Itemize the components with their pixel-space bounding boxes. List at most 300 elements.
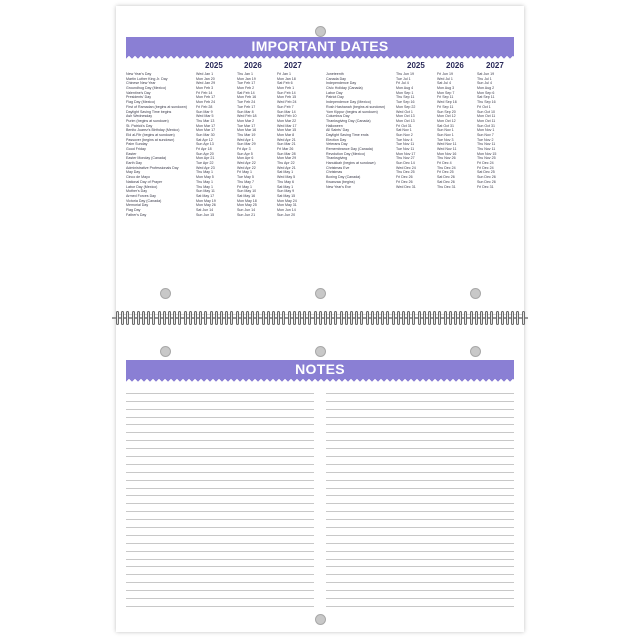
top-hole-left [160, 346, 171, 357]
spiral-coil [288, 311, 291, 325]
date-2027: Mon Sep 6 [477, 90, 495, 95]
note-line[interactable] [326, 504, 514, 512]
note-line[interactable] [126, 410, 314, 418]
date-2026: Wed Apr 1 [237, 137, 254, 142]
date-2025: Mon Apr 21 [196, 156, 215, 161]
date-2026: Tue Feb 17 [237, 81, 256, 86]
note-line[interactable] [126, 433, 314, 441]
holiday-name: First of Ramadan (begins at sundown) [126, 104, 187, 109]
date-2027: Fri Oct 1 [477, 104, 491, 109]
date-2026: Fri May 1 [237, 170, 252, 175]
date-2027: Sun Mar 14 [277, 109, 296, 114]
spiral-coil [225, 311, 228, 325]
holiday-name: Armed Forces Day [126, 193, 156, 198]
date-2025: Mon Jan 20 [196, 76, 215, 81]
date-2027: Sun Mar 21 [277, 142, 296, 147]
date-2027: Wed Feb 24 [277, 100, 297, 105]
date-2025: Sun Mar 30 [196, 132, 215, 137]
spiral-coil [298, 311, 301, 325]
holiday-name: Columbus Day [326, 114, 350, 119]
spiral-coil [506, 311, 509, 325]
date-2026: Sat Oct 31 [437, 123, 454, 128]
spiral-coil [376, 311, 379, 325]
date-2025: Sat Jun 14 [196, 207, 214, 212]
spiral-coil [449, 311, 452, 325]
holiday-name: Cinco de Mayo [126, 175, 150, 180]
note-line[interactable] [326, 386, 514, 394]
spiral-coil [423, 311, 426, 325]
note-line[interactable] [326, 465, 514, 473]
spiral-coil [194, 311, 197, 325]
spiral-coil [246, 311, 249, 325]
top-hole-right [470, 346, 481, 357]
spiral-coil [126, 311, 129, 325]
spiral-coil [371, 311, 374, 325]
date-2027: Sun Feb 14 [277, 90, 296, 95]
spiral-coil [199, 311, 202, 325]
note-line[interactable] [326, 481, 514, 489]
spiral-coil [132, 311, 135, 325]
date-2027: Sun May 9 [277, 189, 295, 194]
date-2027: Thu Nov 11 [477, 142, 496, 147]
note-line[interactable] [126, 449, 314, 457]
note-line[interactable] [326, 496, 514, 504]
note-line[interactable] [326, 441, 514, 449]
holiday-name: Yom Kippur (begins at sundown) [326, 109, 378, 114]
holiday-name: May Day [126, 170, 141, 175]
date-2027: Wed May 5 [277, 175, 296, 180]
spiral-coil [319, 311, 322, 325]
date-2026: Fri May 1 [237, 184, 252, 189]
date-2027: Sun Oct 31 [477, 123, 495, 128]
spiral-coil [137, 311, 140, 325]
note-line[interactable] [126, 473, 314, 481]
note-line[interactable] [326, 536, 514, 544]
date-2027: Sun Mar 28 [277, 151, 296, 156]
holiday-name: Kwanzaa (begins) [326, 179, 355, 184]
spiral-coil [334, 311, 337, 325]
holiday-name: New Year's Eve [326, 184, 352, 189]
date-2025: Tue Nov 11 [396, 142, 415, 147]
date-2025: Thu Nov 27 [396, 156, 415, 161]
spiral-coil [308, 311, 311, 325]
holiday-name: Martin Luther King Jr. Day [126, 76, 168, 81]
spiral-coil [516, 311, 519, 325]
date-2026: Tue Feb 17 [237, 104, 256, 109]
date-2025: Sun Dec 14 [396, 161, 415, 166]
holiday-name: Groundhog Day (Mexico) [126, 86, 167, 91]
date-2027: Fri Dec 31 [477, 184, 494, 189]
spiral-coil [314, 311, 317, 325]
date-2027: Wed Mar 17 [277, 123, 297, 128]
holiday-name: Father's Day [126, 212, 147, 217]
date-2025: Wed Mar 5 [196, 114, 214, 119]
note-line[interactable] [326, 402, 514, 410]
date-2026: Tue May 5 [237, 175, 254, 180]
date-2027: Wed Apr 21 [277, 165, 296, 170]
date-2025: Sat May 17 [196, 193, 215, 198]
date-2027: Mon Jan 18 [277, 76, 296, 81]
note-line[interactable] [326, 410, 514, 418]
date-2025: Fri Feb 14 [196, 90, 213, 95]
note-line[interactable] [126, 552, 314, 560]
date-2026: Tue Feb 24 [237, 100, 256, 105]
date-2025: Sun Apr 13 [196, 142, 214, 147]
date-2027: Fri Jan 1 [277, 72, 291, 76]
note-line[interactable] [326, 575, 514, 583]
spiral-coil [121, 311, 124, 325]
date-2026: Mon Oct 12 [437, 118, 456, 123]
date-2026: Mon Nov 16 [437, 151, 457, 156]
date-row [126, 213, 316, 218]
note-line[interactable] [126, 457, 314, 465]
date-2025: Mon Nov 17 [396, 151, 416, 156]
spiral-coil [470, 311, 473, 325]
spiral-coil [236, 311, 239, 325]
spiral-coil [147, 311, 150, 325]
note-line[interactable] [326, 473, 514, 481]
holiday-name: Revolution Day (Mexico) [326, 151, 366, 156]
holiday-name: Good Friday [126, 147, 146, 151]
holiday-name: Chinese New Year [126, 81, 156, 86]
spiral-coil [241, 311, 244, 325]
date-2027: Sat Jun 19 [477, 72, 495, 76]
note-line[interactable] [126, 441, 314, 449]
date-2026: Mon Mar 16 [237, 128, 257, 133]
spiral-coil [345, 311, 348, 325]
spiral-coil [116, 311, 119, 325]
holiday-name: St. Patrick's Day [126, 123, 153, 128]
holiday-name: Boxing Day (Canada) [326, 175, 361, 180]
holiday-name: Labor Day [326, 90, 343, 95]
date-2026: Sun Jun 21 [237, 212, 256, 217]
holiday-name: Remembrance Day (Canada) [326, 147, 373, 151]
date-2026: Sun May 10 [237, 189, 257, 194]
date-2027: Mon Aug 2 [477, 86, 495, 91]
date-2025: Mon May 26 [196, 203, 216, 208]
date-2026: Thu Dec 31 [437, 184, 456, 189]
holiday-name: Christmas Eve [326, 165, 350, 170]
note-line[interactable] [126, 425, 314, 433]
note-line[interactable] [126, 418, 314, 426]
bottom-hole-notes [315, 614, 326, 625]
date-2025: Sun Jun 15 [196, 212, 215, 217]
date-2025: Fri Dec 26 [396, 175, 413, 180]
holiday-name: Eid al-Fitr (begins at sundown) [126, 132, 175, 137]
spiral-coil [522, 311, 525, 325]
date-2026: Sun Apr 5 [237, 151, 253, 156]
date-2027: Wed Feb 10 [277, 114, 297, 119]
date-2026: Mon Apr 6 [237, 156, 254, 161]
spiral-coil [184, 311, 187, 325]
date-2025: Tue Sep 16 [396, 100, 415, 105]
holiday-name: Purim (begins at sundown) [126, 118, 169, 123]
date-2025: Thu May 1 [196, 179, 213, 184]
note-line[interactable] [326, 489, 514, 497]
date-2025: Sun Mar 9 [196, 109, 213, 114]
holiday-name: Halloween [326, 123, 343, 128]
important-dates-banner: IMPORTANT DATES [126, 37, 514, 55]
date-2026: Thu Nov 26 [437, 156, 456, 161]
date-2027: Mon Feb 1 [277, 86, 295, 91]
date-2026: Mon Oct 12 [437, 114, 456, 119]
date-2025: Wed Jan 29 [196, 81, 216, 86]
date-2027: Sun Jun 20 [277, 212, 296, 217]
holiday-name: Administrative Professionals Day [126, 165, 179, 170]
date-2025: Thu Mar 13 [196, 118, 215, 123]
date-2025: Thu Dec 25 [396, 170, 415, 175]
spiral-coil [490, 311, 493, 325]
holiday-name: Christmas [326, 170, 343, 175]
date-2025: Sun May 11 [196, 189, 215, 194]
spiral-coil [210, 311, 213, 325]
banner-zigzag [126, 55, 514, 60]
note-line[interactable] [126, 528, 314, 536]
spiral-coil [454, 311, 457, 325]
date-2027: Mon Mar 22 [277, 118, 297, 123]
note-line[interactable] [326, 433, 514, 441]
spiral-coil [230, 311, 233, 325]
date-2025: Wed Dec 31 [396, 184, 416, 189]
note-line[interactable] [126, 489, 314, 497]
date-2026: Mon May 25 [237, 203, 257, 208]
date-2026: Mon Feb 2 [237, 86, 255, 91]
date-2026: Fri Dec 4 [437, 161, 452, 166]
spiral-coil [163, 311, 166, 325]
spiral-coil [464, 311, 467, 325]
holiday-name: Thanksgiving Day (Canada) [326, 118, 371, 123]
date-2025: Tue Apr 22 [196, 161, 214, 166]
note-line[interactable] [126, 465, 314, 473]
holiday-name: Memorial Day [126, 203, 149, 208]
year-header-right-2025: 2025 [407, 61, 425, 70]
spiral-coil [189, 311, 192, 325]
date-2025: Mon Aug 4 [396, 86, 414, 91]
holiday-name: Easter [126, 151, 137, 156]
spiral-coil [350, 311, 353, 325]
holiday-name: Daylight Saving Time ends [326, 132, 369, 137]
year-header-left-2026: 2026 [244, 61, 262, 70]
date-2025: Mon Sep 22 [396, 104, 416, 109]
date-2026: Sun Nov 1 [437, 128, 454, 133]
date-2025: Sun Nov 2 [396, 132, 413, 137]
note-line[interactable] [326, 591, 514, 599]
date-2025: Sun Apr 20 [196, 151, 214, 156]
spiral-coil [256, 311, 259, 325]
spiral-coil [282, 311, 285, 325]
date-2025: Thu Sep 11 [396, 95, 415, 100]
holiday-name: Passover (begins at sundown) [126, 137, 175, 142]
date-2027: Mon Nov 1 [477, 128, 495, 133]
date-2025: Thu Jun 19 [396, 72, 414, 76]
date-2026: Wed Jul 1 [437, 76, 453, 81]
holiday-name: Benito Juarez's Birthday (Mexico) [126, 128, 180, 133]
date-2027: Mon Feb 15 [277, 95, 297, 100]
date-2025: Mon Oct 13 [396, 118, 415, 123]
date-2027: Sat Feb 6 [277, 81, 293, 86]
spiral-coil [329, 311, 332, 325]
spiral-coil [366, 311, 369, 325]
date-2027: Sat May 1 [277, 184, 294, 189]
date-2027: Thu Jul 1 [477, 76, 492, 81]
date-2025: Tue Jul 1 [396, 76, 411, 81]
note-line[interactable] [126, 394, 314, 402]
note-line[interactable] [326, 599, 514, 607]
spiral-coil [168, 311, 171, 325]
date-2026: Wed Apr 22 [237, 161, 256, 166]
date-2027: Sun Nov 7 [477, 132, 494, 137]
date-2025: Mon Oct 13 [396, 114, 415, 119]
spiral-coil [386, 311, 389, 325]
spiral-coil [142, 311, 145, 325]
holiday-name: Veterans Day [326, 142, 348, 147]
date-2026: Tue Nov 3 [437, 137, 454, 142]
spiral-coil [480, 311, 483, 325]
date-2026: Sun Nov 1 [437, 132, 454, 137]
date-2027: Thu Nov 11 [477, 147, 496, 151]
holiday-name: Earth Day [126, 161, 142, 166]
date-row [326, 185, 516, 190]
date-2025: Sat Nov 1 [396, 128, 412, 133]
note-line[interactable] [126, 591, 314, 599]
date-2026: Wed Nov 11 [437, 142, 457, 147]
date-2027: Sat Dec 25 [477, 170, 495, 175]
date-2027: Mon Mar 8 [277, 132, 295, 137]
dates-list-left [126, 72, 316, 217]
date-2027: Fri Mar 26 [277, 147, 294, 151]
note-line[interactable] [126, 496, 314, 504]
holiday-name: Victoria Day (Canada) [126, 198, 162, 203]
date-2027: Fri Dec 24 [477, 161, 494, 166]
note-line[interactable] [126, 544, 314, 552]
date-2026: Tue Mar 17 [237, 123, 256, 128]
spiral-coil [438, 311, 441, 325]
spiral-coil [324, 311, 327, 325]
note-line[interactable] [126, 583, 314, 591]
important-dates-page [116, 6, 524, 315]
holiday-name: Juneteenth [326, 72, 344, 76]
year-header-right-2026: 2026 [446, 61, 464, 70]
spiral-coil [501, 311, 504, 325]
bottom-hole-center [315, 288, 326, 299]
date-2026: Mon Feb 16 [237, 95, 257, 100]
note-line[interactable] [326, 552, 514, 560]
note-line[interactable] [326, 425, 514, 433]
note-line[interactable] [126, 520, 314, 528]
holiday-name: Mother's Day [126, 189, 148, 194]
date-2026: Wed Feb 18 [237, 114, 257, 119]
note-line[interactable] [326, 457, 514, 465]
date-2027: Mon Jun 14 [277, 207, 296, 212]
date-2027: Sat May 1 [277, 170, 294, 175]
date-2026: Sat May 16 [237, 193, 256, 198]
note-line[interactable] [326, 449, 514, 457]
note-line[interactable] [326, 560, 514, 568]
date-2027: Sat May 15 [277, 193, 296, 198]
note-line[interactable] [326, 583, 514, 591]
date-2027: Mon Oct 11 [477, 114, 496, 119]
date-2027: Tue Nov 2 [477, 137, 494, 142]
spiral-coil [215, 311, 218, 325]
date-2027: Sun Oct 10 [477, 109, 495, 114]
date-2027: Sun Dec 26 [477, 179, 496, 184]
holiday-name: Easter Monday (Canada) [126, 156, 167, 161]
date-2025: Wed Jan 1 [196, 72, 214, 76]
date-2026: Fri Sep 11 [437, 104, 454, 109]
date-2025: Tue Nov 11 [396, 147, 415, 151]
note-line[interactable] [126, 536, 314, 544]
note-line[interactable] [326, 520, 514, 528]
spiral-coil [158, 311, 161, 325]
date-2027: Mon Nov 15 [477, 151, 497, 156]
date-2027: Sun Feb 7 [277, 104, 294, 109]
note-line[interactable] [326, 512, 514, 520]
note-line[interactable] [126, 567, 314, 575]
spiral-coil [511, 311, 514, 325]
note-line[interactable] [126, 599, 314, 607]
spiral-coil [485, 311, 488, 325]
date-2027: Thu May 6 [277, 179, 294, 184]
holiday-name: Ash Wednesday [126, 114, 153, 119]
note-line[interactable] [326, 394, 514, 402]
date-2025: Mon Feb 3 [196, 86, 214, 91]
note-line[interactable] [326, 544, 514, 552]
spiral-coil [355, 311, 358, 325]
holiday-name: Canada Day [326, 76, 346, 81]
holiday-name: Election Day [326, 137, 347, 142]
date-2025: Fri Jul 4 [396, 81, 409, 86]
date-2025: Mon Mar 17 [196, 128, 216, 133]
date-2025: Thu May 1 [196, 170, 213, 175]
note-line[interactable] [326, 418, 514, 426]
date-2025: Mon Feb 24 [196, 100, 216, 105]
top-hole-center [315, 346, 326, 357]
note-line[interactable] [126, 386, 314, 394]
date-2025: Sat Apr 12 [196, 137, 213, 142]
date-2027: Wed Apr 21 [277, 137, 296, 142]
note-line[interactable] [326, 567, 514, 575]
date-2027: Mon Mar 29 [277, 156, 297, 161]
spiral-coil [178, 311, 181, 325]
spiral-coil [418, 311, 421, 325]
note-line[interactable] [126, 575, 314, 583]
holiday-name: Thanksgiving [326, 156, 348, 161]
note-line[interactable] [126, 512, 314, 520]
spiral-coil [496, 311, 499, 325]
note-line[interactable] [126, 481, 314, 489]
date-2027: Fri Dec 24 [477, 165, 494, 170]
date-2027: Mon Mar 15 [277, 128, 297, 133]
date-2027: Sat Sep 11 [477, 95, 495, 100]
date-2025: Fri Oct 31 [396, 123, 412, 128]
note-line[interactable] [126, 504, 314, 512]
date-2026: Wed Nov 11 [437, 147, 457, 151]
spiral-coil [381, 311, 384, 325]
note-line[interactable] [126, 402, 314, 410]
spiral-coil [272, 311, 275, 325]
date-2026: Fri Sep 11 [437, 95, 454, 100]
date-2026: Sat Dec 26 [437, 179, 455, 184]
note-line[interactable] [126, 560, 314, 568]
date-2026: Thu Jan 1 [237, 72, 253, 76]
note-line[interactable] [326, 528, 514, 536]
notes-banner: NOTES [126, 360, 514, 378]
holiday-name: National Day of Prayer [126, 179, 163, 184]
spiral-binding [112, 311, 528, 325]
date-2026: Mon Mar 2 [237, 118, 255, 123]
date-2025: Mon May 5 [196, 175, 214, 180]
date-2027: Thu Sep 16 [477, 100, 496, 105]
